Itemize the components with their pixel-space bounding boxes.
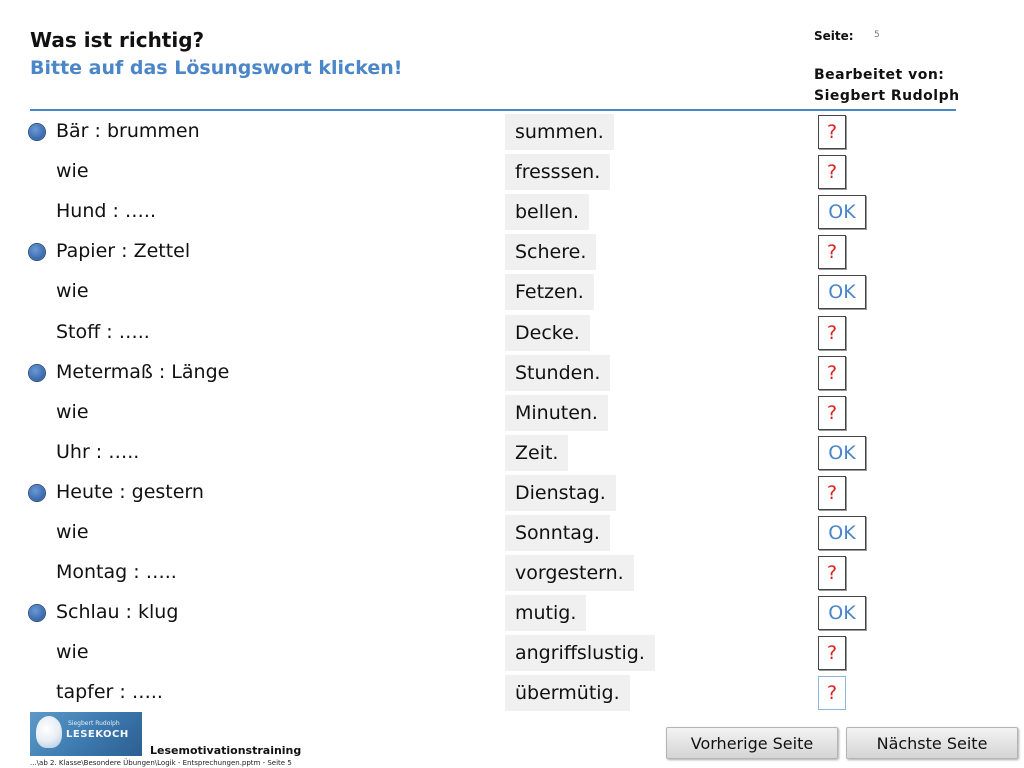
edited-by-name: Siegbert Rudolph [814,88,960,104]
ok-feedback-box: OK [818,275,866,309]
question-feedback-box: ? [818,556,846,590]
analogy-text: Heute : gestern [56,481,204,503]
analogy-text: wie [56,401,89,423]
exercise-row [0,435,1024,471]
ok-feedback-box: OK [818,516,866,550]
analogy-text: tapfer : ….. [56,681,163,703]
edited-by-label: Bearbeitet von: [814,67,945,83]
question-feedback-box: ? [818,316,846,350]
analogy-text: Uhr : ….. [56,441,140,463]
exercise-row [0,355,1024,391]
page-label: Seite: [814,29,854,43]
answer-word-button[interactable]: Minuten. [505,395,608,431]
question-feedback-box: ? [818,636,846,670]
analogy-text: Montag : ….. [56,561,177,583]
question-feedback-box: ? [818,115,846,149]
analogy-text: Schlau : klug [56,601,179,623]
answer-word-button[interactable]: Dienstag. [505,475,616,511]
answer-word-button[interactable]: übermütig. [505,675,630,711]
exercise-row [0,555,1024,591]
next-page-button[interactable]: Nächste Seite [846,727,1018,759]
answer-word-button[interactable]: mutig. [505,595,586,631]
question-feedback-box: ? [818,476,846,510]
ok-feedback-box: OK [818,195,866,229]
answer-word-button[interactable]: bellen. [505,194,589,230]
exercise-row [0,635,1024,671]
answer-word-button[interactable]: Fetzen. [505,274,594,310]
instruction-subtitle: Bitte auf das Lösungswort klicken! [30,57,403,79]
answer-word-button[interactable]: Decke. [505,315,590,351]
answer-word-button[interactable]: summen. [505,114,614,150]
exercise-row [0,234,1024,270]
exercise-row [0,395,1024,431]
bullet-icon [29,365,45,381]
exercise-row [0,675,1024,711]
analogy-text: Papier : Zettel [56,240,191,262]
exercise-row [0,475,1024,511]
analogy-text: wie [56,521,89,543]
analogy-text: wie [56,160,89,182]
answer-word-button[interactable]: Stunden. [505,355,610,391]
ok-feedback-box: OK [818,596,866,630]
question-feedback-box: ? [818,396,846,430]
previous-page-button[interactable]: Vorherige Seite [666,727,838,759]
bullet-icon [29,244,45,260]
page-title: Was ist richtig? [30,28,205,52]
exercise-row [0,315,1024,351]
logo-author: Siegbert Rudolph [68,720,120,727]
lesekoch-logo [30,712,142,756]
analogy-text: wie [56,280,89,302]
footer-title: Lesemotivationstraining [150,744,302,757]
exercise-row [0,595,1024,631]
bullet-icon [29,605,45,621]
footer-file-path: ...\ab 2. Klasse\Besondere Übungen\Logik - Entsprechungen.pptm - Seite 5 [30,759,292,767]
exercise-row [0,114,1024,150]
answer-word-button[interactable]: vorgestern. [505,555,634,591]
question-feedback-box: ? [818,155,846,189]
question-feedback-box: ? [818,356,846,390]
question-feedback-box: ? [818,235,846,269]
ok-feedback-box: OK [818,436,866,470]
analogy-text: Stoff : ….. [56,321,150,343]
analogy-text: wie [56,641,89,663]
analogy-text: Bär : brummen [56,120,200,142]
exercise-row [0,274,1024,310]
lightbulb-icon [36,716,62,748]
logo-brand: LESEKOCH [66,729,129,740]
analogy-text: Hund : ….. [56,200,156,222]
question-feedback-box: ? [818,676,846,710]
page-number: 5 [874,30,880,40]
bullet-icon [29,485,45,501]
exercise-row [0,515,1024,551]
header-divider [30,109,956,111]
answer-word-button[interactable]: fresssen. [505,154,610,190]
exercise-row [0,194,1024,230]
answer-word-button[interactable]: Zeit. [505,435,568,471]
answer-word-button[interactable]: Schere. [505,234,596,270]
analogy-text: Metermaß : Länge [56,361,230,383]
answer-word-button[interactable]: angriffslustig. [505,635,655,671]
bullet-icon [29,124,45,140]
exercise-row [0,154,1024,190]
answer-word-button[interactable]: Sonntag. [505,515,610,551]
